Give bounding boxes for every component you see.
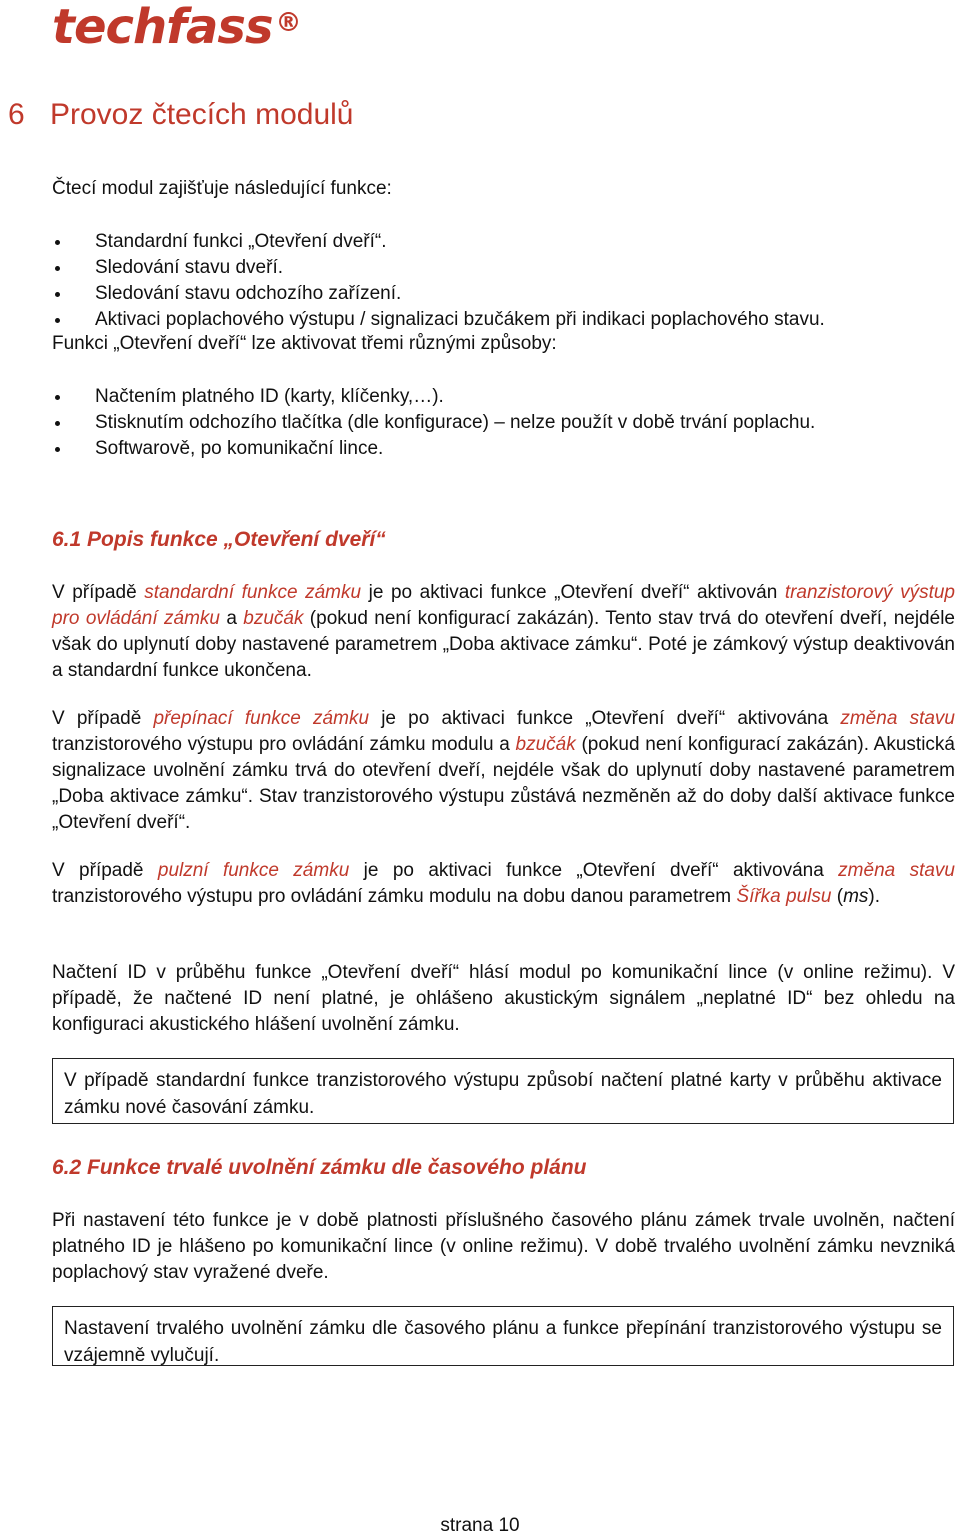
- company-logo: [52, 0, 301, 54]
- bullet-icon: [55, 395, 60, 400]
- list-item: Stisknutím odchozího tlačítka (dle konfigurace) – nelze použít v době trvání poplachu.: [52, 410, 815, 436]
- bullet-icon: [55, 240, 60, 245]
- ways-list: [52, 384, 815, 462]
- paragraph-standard-function: V případě standardní funkce zámku je po aktivaci funkce „Otevření dveří“ aktivován tranzistorový výstup pro ovládání zámku a bzučák (pokud není konfigurací zakázán). Tento stav trvá do otevření dveří, nejdéle však do uplynutí doby nastavené parametrem „Doba aktivace zámku“. Poté je zámkový výstup deaktivován a standardní funkce ukončena.: [52, 582, 955, 681]
- bullet-icon: [55, 266, 60, 271]
- bullet-icon: [55, 447, 60, 452]
- paragraph-permanent-unlock: Při nastavení této funkce je v době platnosti příslušného časového plánu zámek trvale uvolněn, načtení platného ID je hlášeno po komunikační lince (v online režimu). V době trvalého uvolnění zámku nevzniká poplachový stav vyražené dveře.: [52, 1210, 955, 1283]
- list-item: Načtením platného ID (karty, klíčenky,…).: [52, 384, 815, 410]
- section-6-heading: [8, 98, 353, 132]
- intro-text: Čtecí modul zajišťuje následující funkce:: [52, 178, 392, 199]
- section-title: Provoz čtecích modulů: [50, 98, 354, 131]
- registered-mark: ®: [275, 8, 301, 38]
- paragraph-id-reading: Načtení ID v průběhu funkce „Otevření dveří“ hlásí modul po komunikační lince (v online režimu). V případě, že načtené ID není platné, je ohlášeno akustickým signálem „neplatné ID“ bez ohledu na konfiguraci akustického hlášení uvolnění zámku.: [52, 962, 955, 1035]
- bullet-icon: [55, 318, 60, 323]
- list-item: Standardní funkci „Otevření dveří“.: [52, 229, 825, 255]
- list-item: Sledování stavu dveří.: [52, 255, 825, 281]
- section-number: 6: [8, 98, 25, 131]
- ways-intro-text: Funkci „Otevření dveří“ lze aktivovat třemi různými způsoby:: [52, 333, 557, 354]
- paragraph-toggle-function: V případě přepínací funkce zámku je po aktivaci funkce „Otevření dveří“ aktivována změna stavu tranzistorového výstupu pro ovládání zámku modulu a bzučák (pokud není konfigurací zakázán). Akustická signalizace uvolnění zámku trvá do otevření dveří, nejdéle však do uplynutí doby nastavené parametrem „Doba aktivace zámku“. Stav tranzistorového výstupu zůstává nezměněn až do doby další aktivace funkce „Otevření dveří“.: [52, 708, 955, 833]
- note-box-exclusive: Nastavení trvalého uvolnění zámku dle časového plánu a funkce přepínání tranzistorového výstupu se vzájemně vylučují.: [52, 1306, 954, 1366]
- functions-list: [52, 229, 825, 333]
- note-box-timing: V případě standardní funkce tranzistorového výstupu způsobí načtení platné karty v průběhu aktivace zámku nové časování zámku.: [52, 1058, 954, 1124]
- bullet-icon: [55, 292, 60, 297]
- bullet-icon: [55, 421, 60, 426]
- list-item: Aktivaci poplachového výstupu / signalizaci bzučákem při indikaci poplachového stavu.: [52, 307, 825, 333]
- page-number: strana 10: [440, 1515, 520, 1536]
- section-6-2-heading: 6.2 Funkce trvalé uvolnění zámku dle časového plánu: [52, 1156, 587, 1179]
- logo-text: techfass: [52, 0, 273, 55]
- list-item: Sledování stavu odchozího zařízení.: [52, 281, 825, 307]
- paragraph-pulse-function: V případě pulzní funkce zámku je po aktivaci funkce „Otevření dveří“ aktivována změna stavu tranzistorového výstupu pro ovládání zámku modulu na dobu danou parametrem Šířka pulsu (ms).: [52, 860, 955, 907]
- list-item: Softwarově, po komunikační lince.: [52, 436, 815, 462]
- section-6-1-heading: 6.1 Popis funkce „Otevření dveří“: [52, 528, 386, 551]
